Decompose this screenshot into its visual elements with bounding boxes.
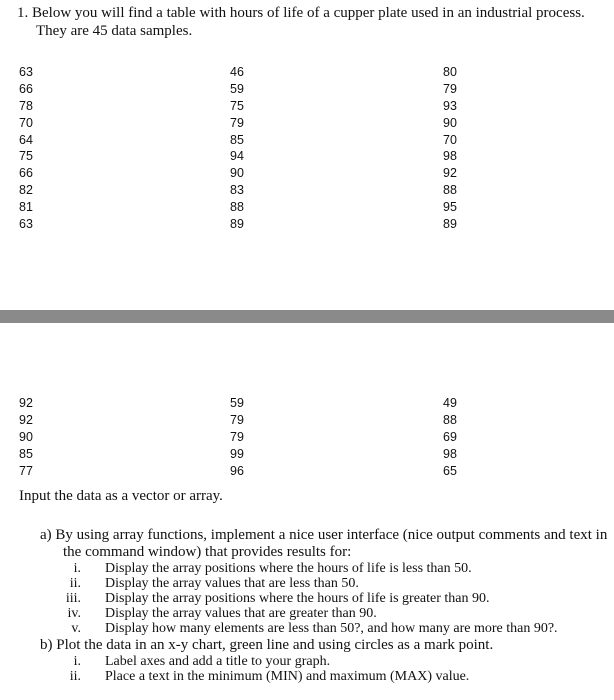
list-item-text: Display the array values that are greater than 90.	[105, 606, 377, 621]
table-cell: 64	[19, 132, 33, 147]
table-cell: 75	[19, 149, 33, 164]
table-cell: 79	[230, 429, 244, 444]
list-item-number: i.	[73, 654, 81, 669]
table-cell: 92	[443, 166, 457, 181]
table-cell: 79	[230, 115, 244, 130]
table-cell: 98	[443, 149, 457, 164]
task-a-line-2: the command window) that provides results for:	[63, 544, 352, 560]
table-cell: 96	[230, 463, 244, 478]
table-cell: 66	[19, 81, 33, 96]
table-cell: 83	[230, 183, 244, 198]
table-cell: 90	[443, 115, 457, 130]
table-top-column-2	[230, 64, 244, 233]
table-cell: 79	[443, 81, 457, 96]
list-item-number: v.	[71, 621, 81, 636]
question-line-2: They are 45 data samples.	[36, 23, 193, 39]
table-bottom-column-1	[19, 395, 33, 479]
instruction-text: Input the data as a vector or array.	[19, 488, 223, 504]
table-cell: 93	[443, 98, 457, 113]
table-cell: 95	[443, 200, 457, 215]
table-cell: 82	[19, 183, 33, 198]
table-cell: 89	[443, 217, 457, 232]
table-cell: 98	[443, 446, 457, 461]
table-cell: 75	[230, 98, 244, 113]
task-b-line-1: b) Plot the data in an x-y chart, green line and using circles as a mark point.	[40, 637, 494, 653]
table-cell: 63	[19, 217, 33, 232]
table-cell: 66	[19, 166, 33, 181]
table-cell: 99	[230, 446, 244, 461]
table-cell: 88	[443, 412, 457, 427]
table-cell: 70	[19, 115, 33, 130]
table-cell: 80	[443, 65, 457, 79]
table-cell: 90	[19, 429, 33, 444]
table-bottom-column-3	[443, 395, 457, 479]
table-cell: 81	[19, 200, 33, 215]
table-cell: 92	[19, 412, 33, 427]
page-divider	[0, 310, 614, 323]
table-cell: 63	[19, 65, 33, 79]
table-cell: 65	[443, 463, 457, 478]
list-item-text: Display how many elements are less than 50?, and how many are more than 90?.	[105, 621, 558, 636]
list-item-text: Display the array values that are less than 50.	[105, 576, 359, 591]
table-cell: 70	[443, 132, 457, 147]
table-cell: 69	[443, 429, 457, 444]
table-cell: 88	[443, 183, 457, 198]
list-item-number: iii.	[65, 591, 81, 606]
table-top-column-3	[443, 64, 457, 233]
table-cell: 77	[19, 463, 33, 478]
table-cell: 85	[19, 446, 33, 461]
list-item-text: Label axes and add a title to your graph.	[105, 654, 331, 669]
task-a-line-1: a) By using array functions, implement a nice user interface (nice output comments and text in	[40, 527, 608, 543]
list-item-number: i.	[73, 561, 81, 576]
table-top-column-1	[19, 64, 33, 233]
list-item-number: ii.	[69, 669, 81, 684]
table-cell: 90	[230, 166, 244, 181]
list-item-text: Display the array positions where the hours of life is greater than 90.	[105, 591, 490, 606]
table-cell: 59	[230, 396, 244, 410]
list-item-text: Display the array positions where the hours of life is less than 50.	[105, 561, 472, 576]
table-cell: 94	[230, 149, 244, 164]
table-cell: 59	[230, 81, 244, 96]
table-cell: 49	[443, 396, 457, 410]
table-cell: 89	[230, 217, 244, 232]
table-cell: 92	[19, 396, 33, 410]
list-item-number: ii.	[69, 576, 81, 591]
table-cell: 78	[19, 98, 33, 113]
table-cell: 85	[230, 132, 244, 147]
question-line-1: 1. Below you will find a table with hours of life of a cupper plate used in an industrial process.	[17, 5, 585, 21]
list-item-text: Place a text in the minimum (MIN) and maximum (MAX) value.	[105, 669, 470, 684]
table-cell: 46	[230, 65, 244, 79]
table-bottom-column-2	[230, 395, 244, 479]
list-item-number: iv.	[67, 606, 81, 621]
table-cell: 88	[230, 200, 244, 215]
table-cell: 79	[230, 412, 244, 427]
